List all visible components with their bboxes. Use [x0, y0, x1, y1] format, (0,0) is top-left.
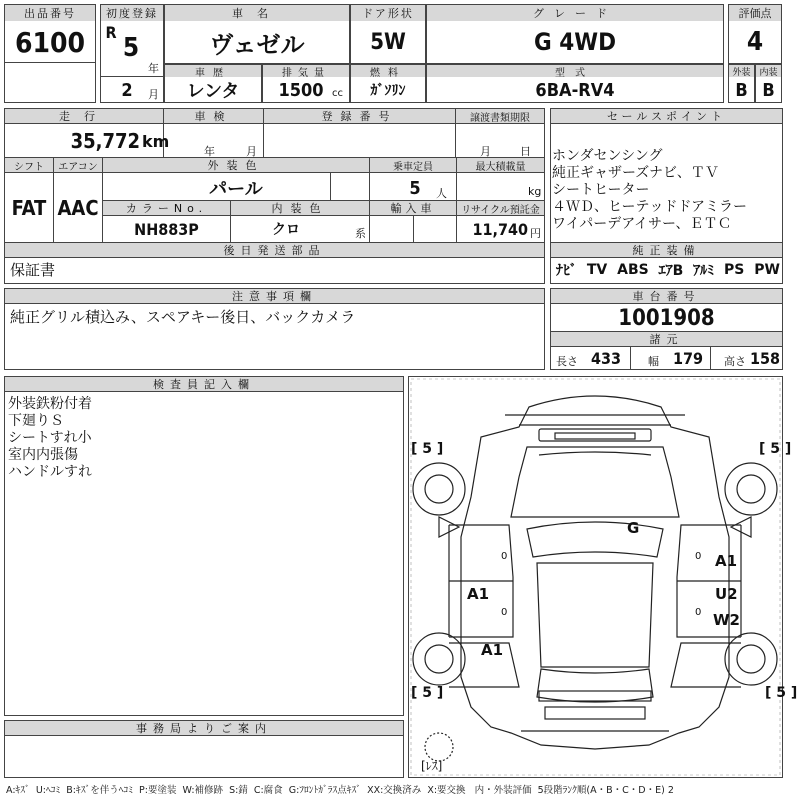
transfer-label: 譲渡書類期限	[456, 109, 544, 123]
shift-value: FAT	[11, 196, 47, 220]
mileage-unit: km	[142, 132, 170, 151]
legend: A:ｷｽﾞ U:ﾍｺﾐ B:ｷｽﾞを伴うﾍｺﾐ P:要塗装 W:補修跡 S:錆 C:腐食 G:ﾌﾛﾝﾄｶﾞﾗｽ点ｷｽﾞ XX:交換済み X:要交換 内・外装評価 5段階ﾗﾝｸ順(A・B・C・D・E) 2	[6, 785, 674, 796]
ext-color-value: パール	[209, 179, 263, 200]
car-diagram	[408, 376, 798, 778]
int-color-unit: 系	[355, 227, 366, 240]
door-label: ドア形状	[351, 5, 425, 21]
mileage-label: 走行	[5, 109, 163, 123]
score-label: 評価点	[729, 5, 781, 21]
ac-label: エアコン	[54, 158, 102, 172]
exterior-label: 外装	[729, 65, 754, 77]
width-value: 179	[672, 348, 704, 368]
spec-label: 諸元	[551, 332, 782, 346]
equip-pw: PW	[754, 262, 780, 278]
transfer-month: 月	[480, 145, 491, 158]
displacement-label: 排気量	[263, 65, 349, 77]
era: R	[105, 22, 117, 42]
door-value: 5W	[370, 29, 406, 55]
inspector-line-1: 外装鉄粉付着	[8, 396, 92, 412]
inspector-cell	[4, 376, 404, 716]
office-label: 事務局よりご案内	[5, 721, 403, 735]
ext-color-label: 外装色	[103, 158, 369, 172]
chassis-label: 車台番号	[551, 289, 782, 303]
equip-tv: TV	[586, 262, 608, 278]
panel-zero-4: 0	[695, 607, 702, 618]
year-unit: 年	[148, 62, 159, 75]
damage-mark-left-rear-door: A1	[467, 585, 490, 603]
tire-mark-rear-right: [ 5 ]	[765, 685, 798, 701]
later-parts-label: 後日発送部品	[5, 243, 544, 257]
history-label: 車歴	[165, 65, 261, 77]
sales-point-label: セールスポイント	[551, 109, 782, 123]
import-label: 輸入車	[370, 201, 456, 215]
load-label: 最大積載量	[457, 158, 544, 172]
inspection-label: 車検	[164, 109, 263, 123]
notes-value: 純正グリル積込み、スペアキー後日、バックカメラ	[10, 308, 356, 326]
model-label: 型式	[427, 65, 723, 77]
capacity-value: 5	[409, 177, 421, 199]
int-color-label: 内装色	[231, 201, 369, 215]
equip-abs: ABS	[617, 262, 649, 278]
inspector-line-3: シートすれ小	[8, 430, 92, 446]
damage-mark-right-rear-door: U2	[715, 585, 738, 603]
equip-airbag: ｴｱB	[658, 263, 684, 279]
tire-mark-front-right: [ 5 ]	[759, 441, 792, 457]
mileage-value: 35,772	[70, 129, 140, 153]
inspector-label: 検査員記入欄	[5, 377, 403, 391]
damage-mark-left-quarter: A1	[481, 641, 504, 659]
car-name-label: 車名	[165, 5, 349, 21]
recycle-value: 11,740	[472, 219, 528, 239]
later-parts-value: 保証書	[10, 261, 56, 279]
width-label: 幅	[648, 355, 659, 368]
tire-mark-rear-left: [ 5 ]	[411, 685, 444, 701]
lot-number: 6100	[14, 25, 86, 59]
fuel-value: ｶﾞｿﾘﾝ	[370, 83, 406, 99]
damage-mark-roof: G	[627, 519, 640, 537]
genuine-equipment-list	[556, 259, 780, 281]
month-value: 2	[121, 79, 133, 101]
fuel-label: 燃料	[351, 65, 425, 77]
genuine-equipment-label: 純正装備	[551, 243, 782, 257]
inspection-month: 月	[246, 145, 257, 158]
sales-point-1: ホンダセンシング	[552, 148, 663, 164]
year-value: 5	[122, 33, 140, 63]
transfer-day: 日	[520, 145, 531, 158]
first-registration-label: 初度登録	[101, 5, 163, 21]
car-outline-svg	[409, 377, 782, 777]
capacity-label: 乗車定員	[370, 158, 456, 172]
history-value: レンタ	[186, 81, 240, 102]
inspector-line-4: 室内内張傷	[8, 447, 78, 463]
car-name: ヴェゼル	[209, 30, 305, 59]
inspector-line-5: ハンドルすれ	[8, 464, 92, 480]
ac-value: AAC	[57, 196, 99, 220]
length-label: 長さ	[556, 355, 578, 368]
capacity-unit: 人	[436, 187, 447, 200]
month-unit: 月	[148, 88, 159, 101]
interior-label: 内装	[756, 65, 781, 77]
damage-mark-right-rear-door-2: W2	[713, 611, 740, 629]
panel-zero-1: 0	[501, 551, 508, 562]
load-unit: kg	[528, 185, 542, 198]
sales-point-5: ワイパーデアイサー、ＥＴＣ	[552, 216, 732, 232]
color-no-value: NH883P	[134, 219, 199, 239]
inspector-line-2: 下廻りＳ	[8, 413, 64, 429]
exterior-value: B	[735, 79, 748, 101]
tire-mark-front-left: [ 5 ]	[411, 441, 444, 457]
equip-navi: ﾅﾋﾞ	[556, 263, 577, 279]
displacement-value: 1500	[278, 79, 324, 101]
reg-no-label: 登録番号	[264, 109, 455, 123]
spare-tire-mark: [ﾚｽ]	[421, 759, 443, 773]
grade-label: グレード	[427, 5, 723, 21]
height-value: 158	[749, 348, 781, 368]
interior-value: B	[762, 79, 775, 101]
lot-number-label: 出品番号	[5, 5, 95, 21]
sales-point-2: 純正ギャザーズナビ、ＴＶ	[552, 165, 719, 181]
int-color-value: クロ	[272, 222, 300, 238]
model-value: 6BA-RV4	[535, 79, 615, 101]
score-value: 4	[746, 27, 764, 57]
chassis-value: 1001908	[618, 305, 715, 331]
color-no-label: カラーNo.	[103, 201, 230, 215]
displacement-unit: cc	[332, 88, 343, 99]
recycle-label: リサイクル預託金	[457, 201, 544, 215]
sales-point-3: シートヒーター	[552, 182, 650, 198]
sales-point-4: ４ＷＤ、ヒーテッドドアミラー	[552, 199, 748, 215]
damage-mark-right-front-door: A1	[715, 552, 738, 570]
equip-ps: PS	[724, 262, 745, 278]
grade-value: G 4WD	[533, 28, 616, 56]
length-value: 433	[590, 348, 622, 368]
notes-label: 注意事項欄	[5, 289, 544, 303]
equip-alloy: ｱﾙﾐ	[693, 263, 715, 279]
shift-label: シフト	[5, 158, 53, 172]
recycle-unit: 円	[530, 227, 541, 240]
inspection-year: 年	[204, 145, 215, 158]
height-label: 高さ	[724, 355, 746, 368]
panel-zero-3: 0	[501, 607, 508, 618]
panel-zero-2: 0	[695, 551, 702, 562]
